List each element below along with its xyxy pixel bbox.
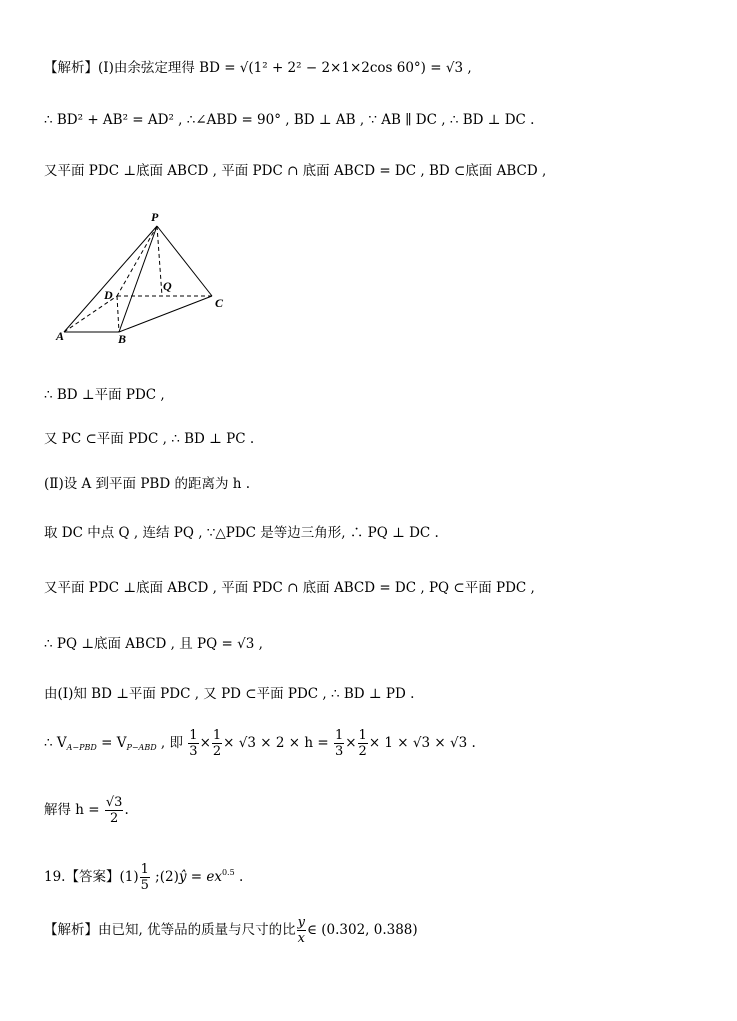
line-3: 又平面 PDC ⊥底面 ABCD , 平面 PDC ∩ 底面 ABCD = DC , BD ⊂底面 ABCD , [44, 163, 547, 179]
frac-one-fifth: $\frac{1}{5}$ [140, 862, 149, 893]
line-7: 取 DC 中点 Q , 连结 PQ , ∵△PDC 是等边三角形, ∴ PQ ⊥ DC . [44, 525, 439, 541]
line-10: 由(Ⅰ)知 BD ⊥平面 PDC , 又 PD ⊂平面 PDC , ∴ BD ⊥ PD . [44, 686, 415, 702]
line-14: 【解析】由已知, 优等品的质量与尺寸的比 $\frac{y}{x}$ ∈ (0.302, 0.388) [44, 915, 418, 946]
edge-PQ [157, 226, 162, 296]
label-A: A [56, 329, 65, 343]
line-6: (Ⅱ)设 A 到平面 PBD 的距离为 h . [44, 476, 251, 492]
line-1: 【解析】(Ⅰ)由余弦定理得 BD = √(1² + 2² − 2×1×2cos 60°) = √3 , [44, 60, 472, 76]
edge-PD [117, 226, 157, 296]
frac-sqrt3-over-2: $\frac{√3}{2}$ [105, 795, 123, 826]
frac-one-half-b: $\frac{1}{2}$ [358, 728, 367, 759]
frac-one-half-a: $\frac{1}{2}$ [212, 728, 222, 759]
line-4: ∴ BD ⊥平面 PDC , [44, 387, 165, 403]
line-2: ∴ BD² + AB² = AD² , ∴∠ABD = 90° , BD ⊥ AB , ∵ AB ∥ DC , ∴ BD ⊥ DC . [44, 112, 535, 128]
label-P: P [151, 210, 159, 224]
edge-PA [64, 226, 157, 332]
line-12: 解得 h = $\frac{√3}{2}$ . [44, 795, 129, 826]
pyramid-figure [44, 210, 244, 350]
line-5: 又 PC ⊂平面 PDC , ∴ BD ⊥ PC . [44, 431, 255, 447]
line-13: 19.【答案】(1) $\frac{1}{5}$ ;(2)ŷ = $ex^{0.5}$ . [44, 862, 244, 893]
line-8: 又平面 PDC ⊥底面 ABCD , 平面 PDC ∩ 底面 ABCD = DC , PQ ⊂平面 PDC , [44, 580, 535, 596]
line-9: ∴ PQ ⊥底面 ABCD , 且 PQ = √3 , [44, 636, 263, 652]
label-Q: Q [163, 279, 172, 293]
label-D: D [104, 288, 113, 302]
edge-DB [117, 296, 119, 332]
frac-one-third-b: $\frac{1}{3}$ [334, 728, 344, 759]
label-B: B [118, 332, 127, 346]
line-11: ∴ $V_{A-PBD} = V_{P-ABD}$ , 即 $\frac{1}{3}$ × $\frac{1}{2}$ × √3 × 2 × h = $\frac{1}{3}$ × $\frac{1}{2}$ × 1 × √3 × √3 . [44, 728, 476, 759]
edge-PB [119, 226, 157, 332]
frac-one-third-a: $\frac{1}{3}$ [189, 728, 198, 759]
edge-BC [119, 296, 212, 332]
frac-y-over-x: $\frac{y}{x}$ [297, 915, 305, 946]
label-C: C [215, 296, 224, 310]
